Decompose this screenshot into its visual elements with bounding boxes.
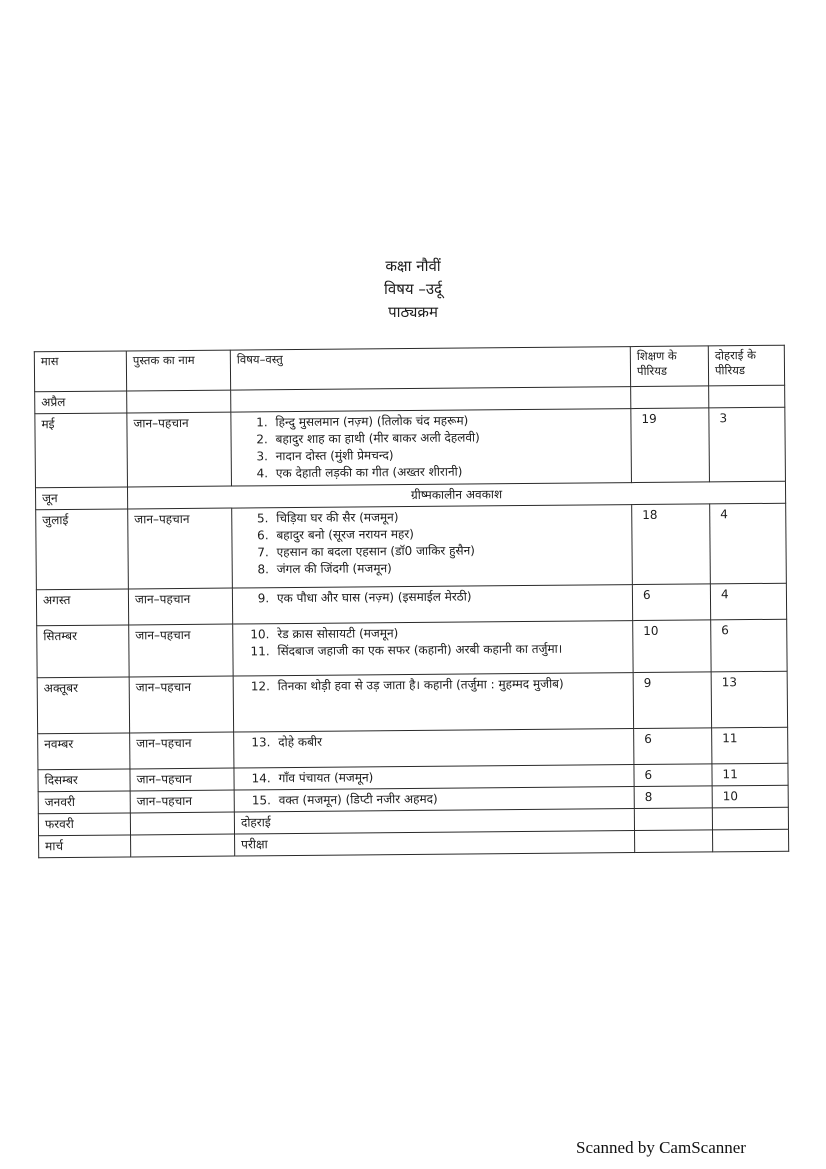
topic-item: 10. रेड क्रास सोसायटी (मजमून) [273,623,626,643]
header-revision-periods: दोहराई के पीरियड [708,345,784,386]
revision-cell: 4 [710,583,786,620]
topic-item: 1. हिन्दु मुसलमान (नज़्म) (तिलोक चंद महरूम) [271,411,624,431]
book-cell: जान–पहचान [129,624,233,677]
table-row [36,503,787,590]
month-cell: नवम्बर [38,733,130,770]
topic-item: 2. बहादुर शाह का हाथी (मीर बाकर अली देहलवी) [272,428,625,448]
revision-cell [713,829,789,852]
content-cell [231,409,632,486]
teaching-cell: 6 [632,584,710,621]
month-cell: जून [35,487,127,510]
revision-cell: 10 [712,785,788,808]
month-cell: जनवरी [38,791,130,814]
month-cell: मार्च [39,835,131,858]
content-cell: परीक्षा [235,831,635,856]
month-cell: अक्तूबर [37,677,129,734]
revision-cell: 3 [709,407,786,482]
month-cell: दिसम्बर [38,769,130,792]
topic-item: 4. एक देहाती लड़की का गीत (अख्तर शीरानी) [272,462,625,482]
teaching-cell [631,386,709,409]
content-cell [234,729,634,768]
teaching-cell: 8 [634,786,712,809]
topic-item: 12. तिनका थोड़ी हवा से उड़ जाता है। कहानी (तर्जुमा : मुहम्मद मुजीब) [274,675,627,695]
content-cell: दोहराई [234,809,634,834]
teaching-cell: 10 [633,620,711,673]
topic-item: 7. एहसान का बदला एहसान (डॉ0 जाकिर हुसैन) [272,541,625,561]
syllabus-title: पाठ्यक्रम [388,303,438,321]
content-cell [233,673,633,732]
teaching-cell [634,808,712,831]
month-cell: अगस्त [36,589,128,626]
subject-title: विषय –उर्दू [383,280,443,298]
table-row [37,619,787,678]
topic-item: 11. सिंदबाज जहाजी का एक सफर (कहानी) अरबी कहानी का तर्जुमा। [273,640,626,660]
content-cell [232,585,632,624]
book-cell [130,812,234,835]
month-cell: अप्रैल [35,391,127,414]
header-teaching-periods: शिक्षण के पीरियड [630,346,708,387]
teaching-cell: 6 [634,728,712,765]
teaching-cell [635,830,713,853]
vacation-cell: ग्रीष्मकालीन अवकाश [127,481,785,509]
scanner-watermark: Scanned by CamScanner [576,1138,746,1157]
content-cell [233,621,633,676]
book-cell [127,390,231,413]
revision-cell [712,807,788,830]
revision-cell: 6 [711,619,787,672]
teaching-cell: 6 [634,764,712,787]
topic-item: 9. एक पौधा और घास (नज़्म) (इसमाईल मेरठी) [273,587,626,607]
topic-item: 15. वक्त (मजमून) (डिप्टी नजीर अहमद) [275,789,628,809]
topic-item: 8. जंगल की जिंदगी (मजमून) [273,558,626,578]
month-cell: जुलाई [36,509,129,590]
book-cell: जान–पहचान [130,768,234,791]
book-cell [131,834,235,857]
month-cell: सितम्बर [37,625,129,678]
topic-item: 5. चिड़िया घर की सैर (मजमून) [272,507,625,527]
revision-cell: 11 [712,727,788,764]
topic-item: 3. नादान दोस्त (मुंशी प्रेमचन्द) [272,445,625,465]
table-row [37,671,787,734]
table-header-row [34,345,784,392]
book-cell: जान–पहचान [129,676,233,733]
book-cell: जान–पहचान [127,412,232,487]
class-title: कक्षा नौवीं [385,257,441,275]
book-cell: जान–पहचान [128,588,232,625]
topic-item: 13. दोहे कबीर [274,731,627,751]
topic-item: 14. गाँव पंचायत (मजमून) [274,767,627,787]
teaching-cell: 19 [631,408,710,483]
book-cell: जान–पहचान [130,790,234,813]
table-row [35,407,786,488]
header-month: मास [34,351,126,392]
topic-item: 6. बहादुर बनो (सूरज नरायन महर) [272,524,625,544]
teaching-cell: 18 [632,504,711,585]
header-book: पुस्तक का नाम [126,350,230,391]
revision-cell [709,385,785,408]
revision-cell: 4 [710,503,787,584]
content-cell [232,505,633,588]
syllabus-table [34,345,789,859]
book-cell: जान–पहचान [130,732,234,769]
book-cell: जान–पहचान [128,508,233,589]
header-content: विषय–वस्तु [230,347,630,390]
revision-cell: 13 [711,671,787,728]
month-cell: फरवरी [38,813,130,836]
revision-cell: 11 [712,763,788,786]
month-cell: मई [35,413,128,488]
teaching-cell: 9 [633,672,711,729]
